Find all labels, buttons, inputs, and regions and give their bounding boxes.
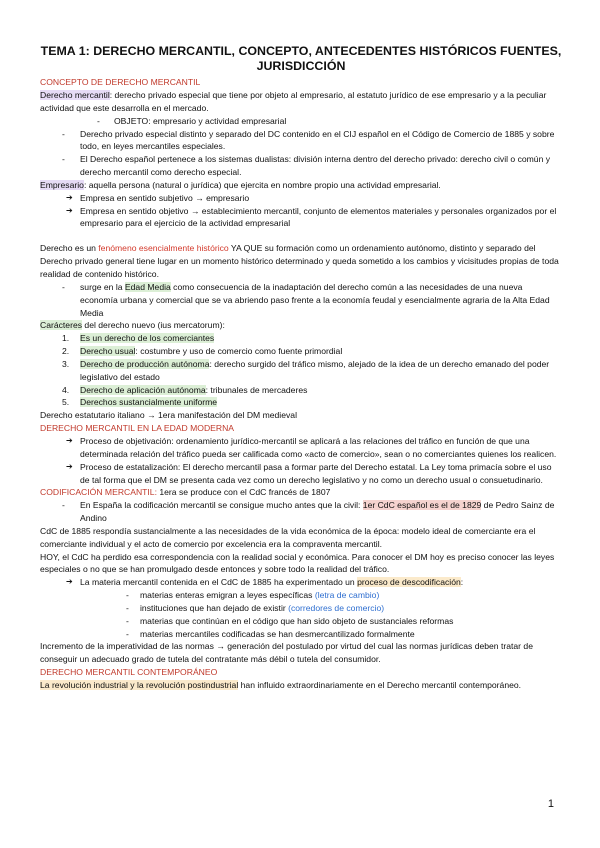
term-empresario: Empresario xyxy=(40,179,84,190)
arrow-item: ➔ Empresa en sentido subjetivo → empresario xyxy=(40,192,562,205)
sub-item-text: materias que continúan en el código que han sido objeto de sustanciales reformas xyxy=(140,615,454,626)
item-highlight: Derecho de producción autónoma xyxy=(80,358,210,369)
document-title: TEMA 1: DERECHO MERCANTIL, CONCEPTO, ANTECEDENTES HISTÓRICOS FUENTES, JURISDICCIÓN xyxy=(40,44,562,73)
text-part: : xyxy=(460,577,464,588)
item-highlight: Derecho de aplicación autónoma xyxy=(80,384,206,395)
highlight-cdc-1829: 1er CdC español es el de 1829 xyxy=(362,500,482,511)
codificacion-line xyxy=(40,486,562,499)
arrow-item-descodificacion xyxy=(40,576,562,589)
page-number: 1 xyxy=(547,798,554,810)
text-part: han influido extraordinariamente en el Derecho mercantil contemporáneo. xyxy=(238,680,522,690)
list-item: - El Derecho español pertenece a los sistemas dualistas: división interna dentro del derecho privado: derecho civil o común y derecho mercantil como derecho especial. xyxy=(40,153,562,179)
item-text: : costumbre y uso de comercio como fuente primordial xyxy=(135,346,343,357)
objeto-item: - OBJETO: empresario y actividad empresarial xyxy=(40,115,562,128)
highlight-caracteres: Carácteres xyxy=(40,320,83,331)
sub-item xyxy=(40,615,562,628)
sub-item-text: instituciones que han dejado de existir xyxy=(140,602,289,613)
term-derecho-mercantil: Derecho mercantil xyxy=(40,90,110,101)
numbered-item xyxy=(40,345,562,358)
text-part: como consecuencia de la inadaptación del derecho común a las necesidades de una nueva economía urbana y comercial que se va abriendo paso frente a la economía feudal y esencialmente agraria de la Alta Edad Media xyxy=(80,281,550,318)
highlight-revolucion: La revolución industrial y la revolución postindustrial xyxy=(40,680,239,690)
list-item: - Derecho privado especial distinto y separado del DC contenido en el CIJ español en el Código de Comercio de 1885 y sobre todo, en leyes mercantiles especiales. xyxy=(40,128,562,154)
spacer xyxy=(40,230,562,242)
paragraph-incremento: Incremento de la imperatividad de las normas → generación del postulado por virtud del cual las normas jurídicas deben tratar de conseguir un adecuado grado de tutela del contratante más débil o tutela del consumidor. xyxy=(40,641,533,665)
sub-item xyxy=(40,589,562,602)
numbered-item xyxy=(40,332,562,345)
paragraph-cdc-1885: CdC de 1885 respondía sustancialmente a las necesidades de la vida económica de la época: modelo ideal de comerciante era el comerciante individual y el acto de comercio por excelencia era la compraventa mercantil. xyxy=(40,525,536,549)
derecho-estatutario: Derecho estatutario italiano → 1era manifestación del DM medieval xyxy=(40,410,297,421)
item-highlight: Derecho usual xyxy=(80,346,136,357)
text-part: del derecho nuevo (ius mercatorum): xyxy=(82,320,225,331)
item-number: 1. xyxy=(62,333,70,344)
text-part: surge en la xyxy=(80,281,125,292)
definition-text: : aquella persona (natural o jurídica) que ejercita en nombre propio una actividad empresarial. xyxy=(83,179,441,190)
text-part: La materia mercantil contenida en el CdC de 1885 ha experimentado un xyxy=(80,577,358,588)
item-number: 4. xyxy=(62,384,70,395)
arrow-item: ➔ Proceso de estatalización: El derecho mercantil pasa a formar parte del Derecho estatal. La Ley toma primacía sobre el uso de tal forma que el DM se presenta cada vez como un derecho legislativo y no como un derecho usual o consuetudinario. xyxy=(40,461,562,487)
text-part: de Pedro Sainz de Andino xyxy=(80,500,555,524)
definition-derecho-mercantil xyxy=(40,89,562,115)
text-part: En España la codificación mercantil se consigue mucho antes que la civil: xyxy=(80,500,363,511)
item-number: 2. xyxy=(62,346,70,357)
item-number: 3. xyxy=(62,358,70,369)
paragraph-revolucion xyxy=(40,679,562,692)
sub-item xyxy=(40,628,562,641)
highlight-descodificacion: proceso de descodificación xyxy=(357,577,461,588)
text-part: YA QUE su formación como un ordenamiento autónomo, distinto y separado del Derecho privado general tiene lugar en un momento histórico determinado y queda sometido a los cambios y vicisitudes propias de toda realidad de contenido histórico. xyxy=(40,243,559,279)
arrow-item: ➔ Proceso de objetivación: ordenamiento jurídico-mercantil se aplicará a las relaciones del tráfico en función de que una determinada relación del tráfico pueda ser calificada como «acto de comercio», sean o no comerciantes quienes los realicen. xyxy=(40,435,562,461)
highlight-fenomeno: fenómeno esencialmente histórico xyxy=(98,243,229,254)
text-part: 1era se produce con el CdC francés de 1807 xyxy=(156,487,331,498)
text-part: Derecho es un xyxy=(40,243,99,254)
section-heading-concepto: CONCEPTO DE DERECHO MERCANTIL xyxy=(40,77,201,88)
numbered-item xyxy=(40,396,562,409)
sub-item-example: (corredores de comercio) xyxy=(288,602,385,613)
section-heading-edad-moderna: DERECHO MERCANTIL EN LA EDAD MODERNA xyxy=(40,423,235,434)
sub-item xyxy=(40,602,562,615)
numbered-item xyxy=(40,358,562,384)
item-highlight: Es un derecho de los comerciantes xyxy=(80,333,215,344)
item-text: : tribunales de mercaderes xyxy=(205,384,308,395)
historical-intro xyxy=(40,242,562,281)
arrow-item: ➔ Empresa en sentido objetivo → establecimiento mercantil, conjunto de elementos materiales y personales organizados por el empresario para el ejercicio de la actividad empresarial xyxy=(40,205,562,231)
caracteres-line xyxy=(40,319,562,332)
highlight-edad-media: Edad Media xyxy=(124,281,171,292)
numbered-item xyxy=(40,384,562,397)
definition-empresario xyxy=(40,179,562,192)
paragraph-hoy: HOY, el CdC ha perdido esa correspondencia con la realidad social y económica. Para conocer el DM hoy es preciso conocer las leyes especiales o no que se han promulgado desde entonces y sobre todo la realidad del tráfico. xyxy=(40,551,555,575)
item-number: 5. xyxy=(62,397,70,408)
document-page xyxy=(40,44,562,692)
item-text: : derecho surgido del tráfico mismo, alejado de la idea de un derecho emanado del poder legislativo del estado xyxy=(80,358,550,382)
sub-item-example: (letra de cambio) xyxy=(314,590,380,601)
list-item-espana xyxy=(40,499,562,525)
item-highlight: Derechos sustancialmente uniforme xyxy=(80,397,218,408)
section-heading-contemporaneo: DERECHO MERCANTIL CONTEMPORÁNEO xyxy=(40,667,218,678)
list-item-edad-media xyxy=(40,281,562,320)
definition-text: : derecho privado especial que tiene por objeto al empresario, al estatuto jurídico de ese empresario y a la peculiar actividad que este desarrolla en el mercado. xyxy=(40,90,547,113)
section-heading-codificacion: CODIFICACIÓN MERCANTIL: xyxy=(40,487,157,498)
sub-item-text: materias enteras emigran a leyes específicas xyxy=(140,590,315,601)
sub-item-text: materias mercantiles codificadas se han desmercantilizado formalmente xyxy=(140,628,415,639)
